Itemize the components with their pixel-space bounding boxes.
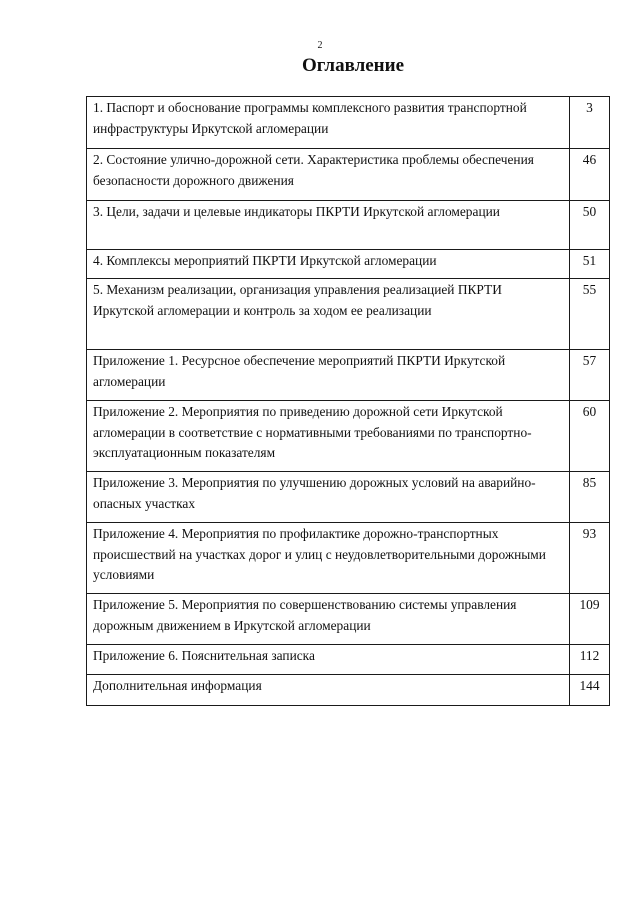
toc-entry-title: Приложение 3. Мероприятия по улучшению дорожных условий на аварийно-опасных участках — [87, 472, 570, 523]
toc-entry-page: 109 — [570, 594, 610, 645]
toc-entry-page: 85 — [570, 472, 610, 523]
page-title: Оглавление — [301, 55, 405, 76]
toc-entry-page: 112 — [570, 645, 610, 675]
toc-entry-page: 93 — [570, 523, 610, 594]
toc-row — [87, 201, 610, 250]
toc-entry-title: 5. Механизм реализации, организация управления реализацией ПКРТИ Иркутской агломерации и контроль за ходом ее реализации — [87, 279, 570, 350]
toc-entry-page: 50 — [570, 201, 610, 250]
toc-entry-title: Приложение 1. Ресурсное обеспечение мероприятий ПКРТИ Иркутской агломерации — [87, 350, 570, 401]
toc-row — [87, 645, 610, 675]
toc-entry-page: 144 — [570, 675, 610, 706]
toc-entry-page: 3 — [570, 97, 610, 149]
toc-entry-page: 55 — [570, 279, 610, 350]
toc-row — [87, 250, 610, 279]
toc-entry-page: 51 — [570, 250, 610, 279]
toc-entry-title: Приложение 6. Пояснительная записка — [87, 645, 570, 675]
toc-entry-title: 2. Состояние улично-дорожной сети. Характеристика проблемы обеспечения безопасности дорожного движения — [87, 149, 570, 201]
toc-row — [87, 401, 610, 472]
toc-entry-page: 60 — [570, 401, 610, 472]
toc-entry-title: 3. Цели, задачи и целевые индикаторы ПКРТИ Иркутской агломерации — [87, 201, 570, 250]
toc-entry-title: 4. Комплексы мероприятий ПКРТИ Иркутской агломерации — [87, 250, 570, 279]
toc-entry-page: 46 — [570, 149, 610, 201]
page-number: 2 — [317, 40, 323, 51]
toc-entry-title: Приложение 2. Мероприятия по приведению дорожной сети Иркутской агломерации в соответствие с нормативными требованиями по транспортно-эксплуатационным показателям — [87, 401, 570, 472]
toc-entry-page: 57 — [570, 350, 610, 401]
toc-row — [87, 279, 610, 350]
toc-row — [87, 675, 610, 706]
toc-row — [87, 523, 610, 594]
toc-entry-title: Приложение 4. Мероприятия по профилактике дорожно-транспортных происшествий на участках дорог и улиц с неудовлетворительными дорожными условиями — [87, 523, 570, 594]
toc-row — [87, 149, 610, 201]
toc-entry-title: 1. Паспорт и обоснование программы комплексного развития транспортной инфраструктуры Иркутской агломерации — [87, 97, 570, 149]
toc-row — [87, 350, 610, 401]
toc-entry-title: Приложение 5. Мероприятия по совершенствованию системы управления дорожным движением в Иркутской агломерации — [87, 594, 570, 645]
toc-row — [87, 472, 610, 523]
table-of-contents — [86, 96, 610, 706]
toc-row — [87, 594, 610, 645]
toc-entry-title: Дополнительная информация — [87, 675, 570, 706]
toc-row — [87, 97, 610, 149]
